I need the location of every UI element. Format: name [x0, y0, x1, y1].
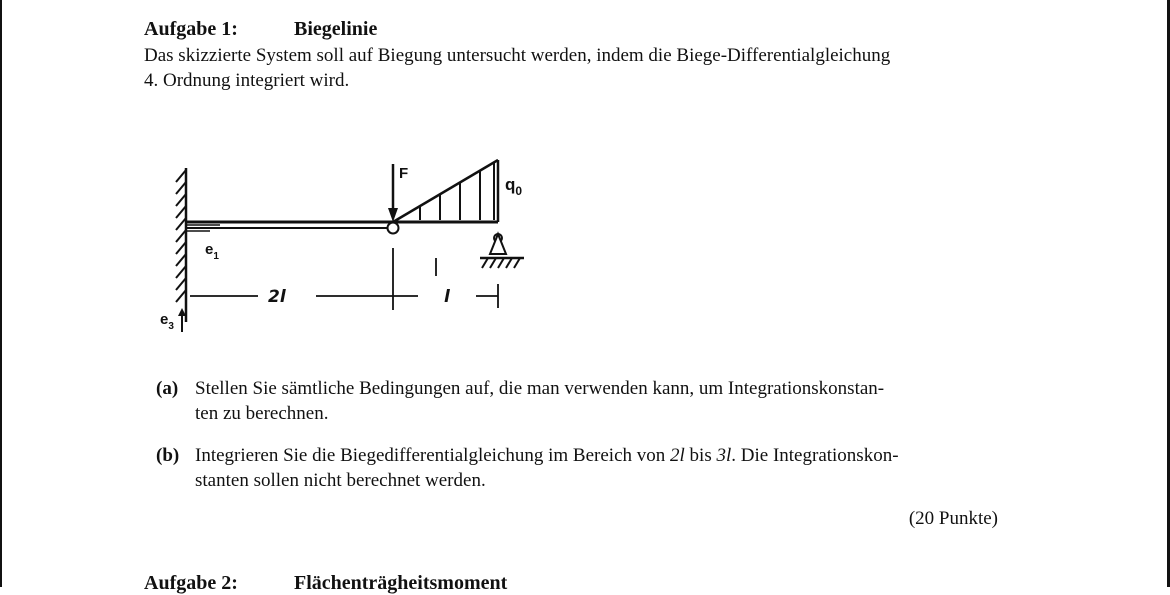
question-b-line1: Integrieren Sie die Biegedifferentialgleichung im Bereich von 2l bis 3l. Die Integrationskon-: [195, 445, 899, 466]
roller-support: [480, 234, 524, 268]
points: (20 Punkte): [908, 508, 998, 529]
task1-intro: [144, 43, 1014, 93]
question-a-label: (a): [156, 378, 179, 399]
task1-heading: [144, 18, 377, 41]
math-3l: 3l: [716, 445, 732, 466]
task2-title: Flächenträgheitsmoment: [294, 572, 508, 594]
question-a-line1: Stellen Sie sämtliche Bedingungen auf, die man verwenden kann, um Integrationskonstan-: [195, 378, 885, 399]
force-arrow: [388, 164, 398, 222]
hinge-joint: [388, 223, 399, 234]
dim-left-label: 2l: [268, 287, 286, 307]
dimension-lines: [190, 248, 498, 310]
fixed-wall: [176, 168, 186, 322]
task2-heading: [144, 572, 507, 595]
triangular-load: [393, 160, 498, 222]
question-a: [156, 376, 1006, 426]
e1-label: $e_1$: [205, 241, 219, 262]
task1-intro-line1: Das skizzierte System soll auf Biegung untersucht werden, indem die Biege-Differentialgleichung: [144, 45, 891, 66]
task1-title: Biegelinie: [294, 18, 378, 40]
task2-label: Aufgabe 2:: [144, 572, 238, 594]
question-a-line2: ten zu berechnen.: [195, 403, 329, 424]
task1-label: Aufgabe 1:: [144, 18, 238, 40]
question-b-line2: stanten sollen nicht berechnet werden.: [195, 470, 486, 491]
beam-diagram: [150, 152, 550, 342]
question-b: [156, 443, 1006, 493]
beam: [186, 222, 498, 231]
e3-label: $e_3$: [160, 311, 174, 332]
task1-intro-line2: 4. Ordnung integriert wird.: [144, 70, 350, 91]
math-2l: 2l: [670, 445, 685, 466]
force-label: F: [399, 165, 409, 182]
question-b-label: (b): [156, 445, 180, 466]
dim-right-label: l: [444, 287, 450, 307]
load-label: $q_0$: [505, 175, 523, 198]
